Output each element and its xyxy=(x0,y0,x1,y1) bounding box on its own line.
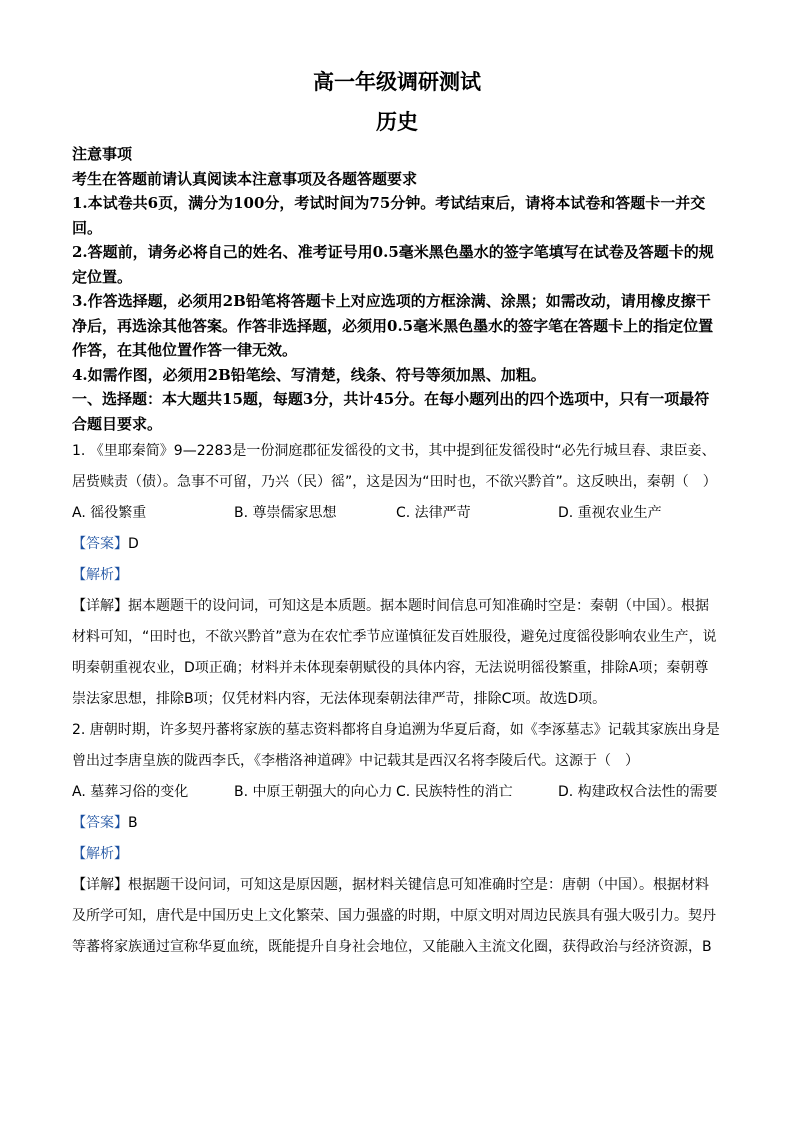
notice-item-2: 2.答题前，请务必将自己的姓名、准考证号用0.5毫米黑色墨水的签字笔填写在试卷及答题卡的规定位置。 xyxy=(72,243,714,286)
question-1-stem: 1. 《里耶秦简》9—2283是一份洞庭郡征发徭役的文书，其中提到征发徭役时“必先行城旦舂、隶臣妾、居赀赎责（债）。急事不可留，乃兴（民）徭”，这是因为“田时也，不欲兴黔首”。这反映出，秦朝（ ） xyxy=(72,443,717,490)
q2-option-a: A. 墓葬习俗的变化 xyxy=(72,784,189,800)
question-2-options xyxy=(72,777,722,808)
q2-option-d: D. 构建政权合法性的需要 xyxy=(558,784,718,800)
q2-analysis xyxy=(72,839,722,870)
q1-option-a: A. 徭役繁重 xyxy=(72,505,147,521)
answer-label: 【答案】 xyxy=(72,536,128,552)
q1-detail xyxy=(72,591,722,715)
q2-option-b: B. 中原王朝强大的向心力 xyxy=(234,784,393,800)
q2-detail xyxy=(72,870,722,963)
analysis-label: 【解析】 xyxy=(72,846,128,862)
q1-option-c: C. 法律严苛 xyxy=(396,505,471,521)
detail-label: 【详解】 xyxy=(72,877,128,893)
notice-item-4: 4.如需作图，必须用2B铅笔绘、写清楚，线条、符号等须加黑、加粗。 xyxy=(72,365,546,384)
answer-value: D xyxy=(128,536,139,552)
notice-intro: 考生在答题前请认真阅读本注意事项及各题答题要求 xyxy=(72,169,418,188)
section-heading: 一、选择题：本大题共15题，每题3分，共计45分。在每小题列出的四个选项中，只有一项最符合题目要求。 xyxy=(72,390,710,433)
answer-label: 【答案】 xyxy=(72,815,128,831)
q1-answer xyxy=(72,529,722,560)
notice-item-3: 3.作答选择题，必须用2B铅笔将答题卡上对应选项的方框涂满、涂黑；如需改动，请用橡皮擦干净后，再选涂其他答案。作答非选择题，必须用0.5毫米黑色墨水的签字笔在答题卡上的指定位置作答，在其他位置作答一律无效。 xyxy=(72,292,714,359)
exam-title: 高一年级调研测试 xyxy=(313,69,481,94)
detail-label: 【详解】 xyxy=(72,598,128,614)
answer-value: B xyxy=(128,815,138,831)
question-2-stem: 2. 唐朝时期，许多契丹蕃将家族的墓志资料都将自身追溯为华夏后裔，如《李涿墓志》记载其家族出身是曾出过李唐皇族的陇西李氏，《李楷洛神道碑》中记载其是西汉名将李陵后代。这源于（ ） xyxy=(72,722,720,769)
exam-page xyxy=(72,60,722,963)
detail-text: 根据题干设问词，可知这是原因题，据材料关键信息可知准确时空是：唐朝（中国）。根据材料及所学可知，唐代是中国历史上文化繁荣、国力强盛的时期，中原文明对周边民族具有强大吸引力。契丹等蕃将家族通过宣称华夏血统，既能提升自身社会地位，又能融入主流文化圈，获得政治与经济资源，B xyxy=(72,877,716,955)
question-1-options xyxy=(72,498,722,529)
q1-analysis xyxy=(72,560,722,591)
notice-heading: 注意事项 xyxy=(72,145,133,163)
notice-item-1: 1.本试卷共6页，满分为100分，考试时间为75分钟。考试结束后，请将本试卷和答题卡一并交回。 xyxy=(72,194,706,237)
detail-text: 据本题题干的设问词，可知这是本质题。据本题时间信息可知准确时空是：秦朝（中国）。根据材料可知，“田时也，不欲兴黔首”意为在农忙季节应谨慎征发百姓服役，避免过度徭役影响农业生产，说明秦朝重视农业，D项正确；材料并未体现秦朝赋役的具体内容，无法说明徭役繁重，排除A项；秦朝尊崇法家思想，排除B项；仅凭材料内容，无法体现秦朝法律严苛，排除C项。故选D项。 xyxy=(72,598,717,707)
q1-option-b: B. 尊崇儒家思想 xyxy=(234,505,337,521)
q2-answer xyxy=(72,808,722,839)
q2-option-c: C. 民族特性的消亡 xyxy=(396,784,513,800)
analysis-label: 【解析】 xyxy=(72,567,128,583)
subject-title: 历史 xyxy=(376,109,418,134)
q1-option-d: D. 重视农业生产 xyxy=(558,505,662,521)
